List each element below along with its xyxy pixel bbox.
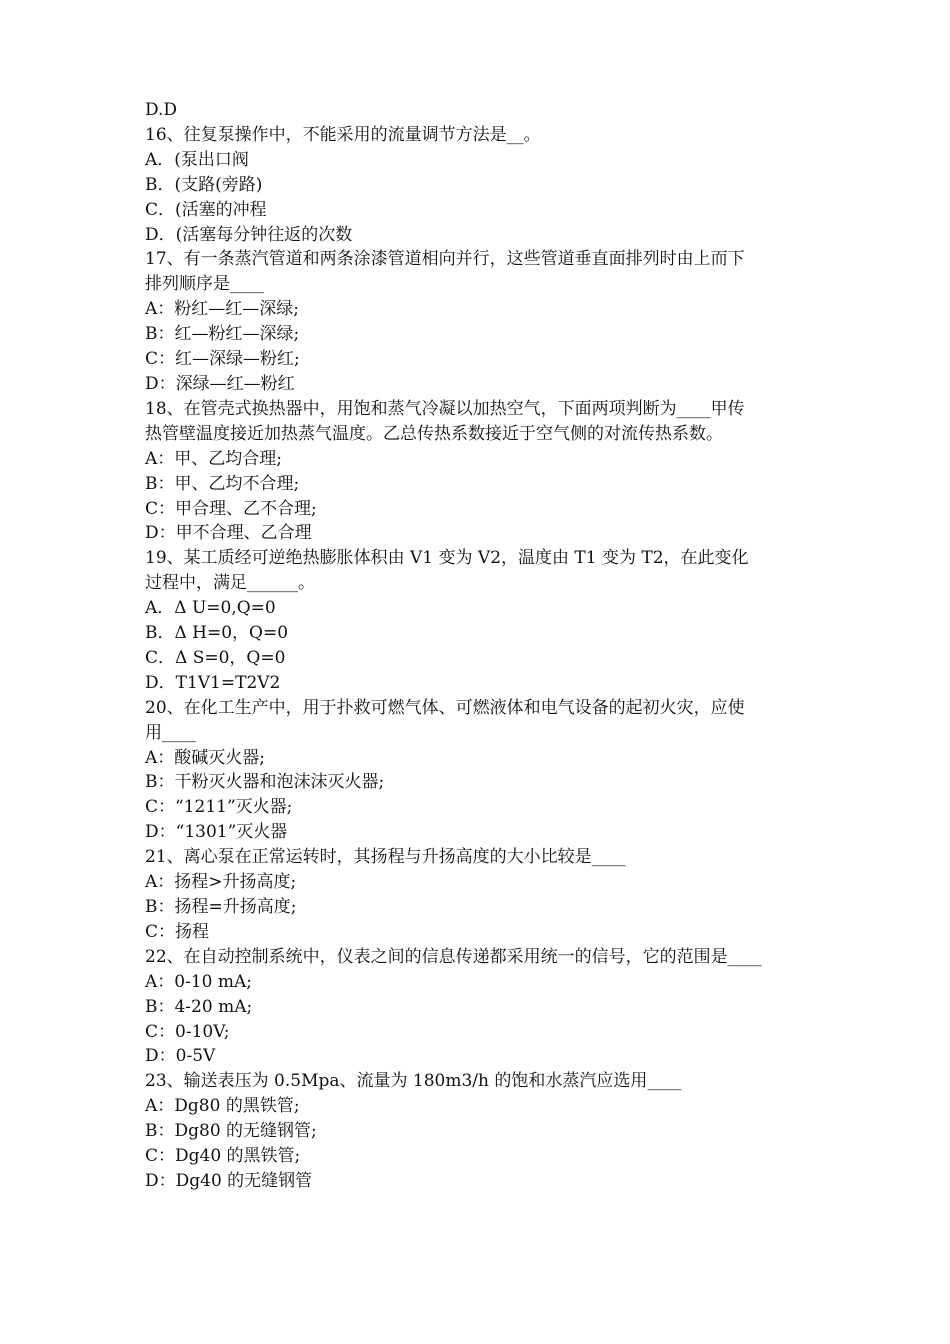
answer-option: A．(泵出口阀 (145, 149, 249, 170)
answer-option: A：Dg80 的黑铁管; (145, 1096, 300, 1117)
question-stem-line: 22、在自动控制系统中，仪表之间的信息传递都采用统一的信号，它的范围是____ (145, 946, 762, 967)
question-stem-line: 19、某工质经可逆绝热膨胀体积由 V1 变为 V2，温度由 T1 变为 T2，在此变化 (145, 548, 749, 569)
question-stem-line: 18、在管壳式换热器中，用饱和蒸气冷凝以加热空气，下面两项判断为____甲传 (145, 398, 745, 419)
answer-option: B：甲、乙均不合理; (145, 473, 300, 494)
answer-option: B：Dg80 的无缝钢管; (145, 1121, 317, 1142)
answer-option: C：甲合理、乙不合理; (145, 498, 317, 519)
answer-option: B．Δ H=0，Q=0 (145, 623, 289, 644)
question-block (145, 845, 825, 945)
answer-option: B．(支路(旁路) (145, 174, 263, 195)
answer-option: A．Δ U=0,Q=0 (145, 598, 276, 619)
question-block (145, 1069, 825, 1194)
answer-option: C：“1211”灭火器; (145, 797, 293, 818)
question-stem-line: 23、输送表压为 0.5Mpa、流量为 180m3/h 的饱和水蒸汽应选用____ (145, 1071, 682, 1092)
document-page (145, 98, 825, 1194)
answer-option: C：扬程 (145, 921, 210, 942)
answer-option: D：甲不合理、乙合理 (145, 523, 312, 544)
answer-option: A：甲、乙均合理; (145, 448, 283, 469)
answer-option: C：0-10V; (145, 1021, 230, 1042)
answer-option: D．(活塞每分钟往返的次数 (145, 224, 353, 245)
answer-option: D：Dg40 的无缝钢管 (145, 1170, 313, 1191)
answer-option: D：“1301”灭火器 (145, 822, 288, 843)
answer-option: D：深绿—红—粉红 (145, 373, 295, 394)
question-list (145, 123, 825, 1194)
answer-option: B：4-20 mA; (145, 996, 253, 1017)
answer-option: A：酸碱灭火器; (145, 747, 266, 768)
question-stem-line: 16、往复泵操作中，不能采用的流量调节方法是__。 (145, 124, 541, 145)
question-stem-line: 21、离心泵在正常运转时，其扬程与升扬高度的大小比较是____ (145, 847, 626, 868)
answer-option: B：红—粉红—深绿; (145, 324, 300, 345)
answer-option: C：Dg40 的黑铁管; (145, 1146, 301, 1167)
answer-option: A：扬程>升扬高度; (145, 872, 297, 893)
answer-option: C：红—深绿—粉红; (145, 349, 300, 370)
answer-option: C．(活塞的冲程 (145, 199, 267, 220)
question-block (145, 397, 825, 546)
question-stem-line: 用____ (145, 722, 196, 743)
answer-option: D．T1V1=T2V2 (145, 672, 281, 693)
answer-option: B：干粉灭火器和泡沫沫灭火器; (145, 772, 385, 793)
answer-option: A：0-10 mA; (145, 971, 252, 992)
question-stem-line: 20、在化工生产中，用于扑救可燃气体、可燃液体和电气设备的起初火灾，应使 (145, 697, 745, 718)
answer-option: A：粉红—红—深绿; (145, 299, 300, 320)
question-stem-line: 17、有一条蒸汽管道和两条涂漆管道相向并行，这些管道垂直面排列时由上而下 (145, 249, 745, 270)
question-block (145, 945, 825, 1070)
question-stem-line: 热管壁温度接近加热蒸气温度。乙总传热系数接近于空气侧的对流传热系数。 (145, 423, 723, 444)
question-block (145, 546, 825, 695)
answer-option: C．Δ S=0，Q=0 (145, 647, 286, 668)
question-block (145, 247, 825, 396)
question-block (145, 696, 825, 845)
question-stem-line: 排列顺序是____ (145, 274, 264, 295)
question-stem-line: 过程中，满足______。 (145, 573, 315, 594)
answer-option: B：扬程=升扬高度; (145, 897, 297, 917)
top-line: D.D (145, 100, 178, 120)
question-block (145, 123, 825, 248)
answer-option: D：0-5V (145, 1046, 216, 1067)
